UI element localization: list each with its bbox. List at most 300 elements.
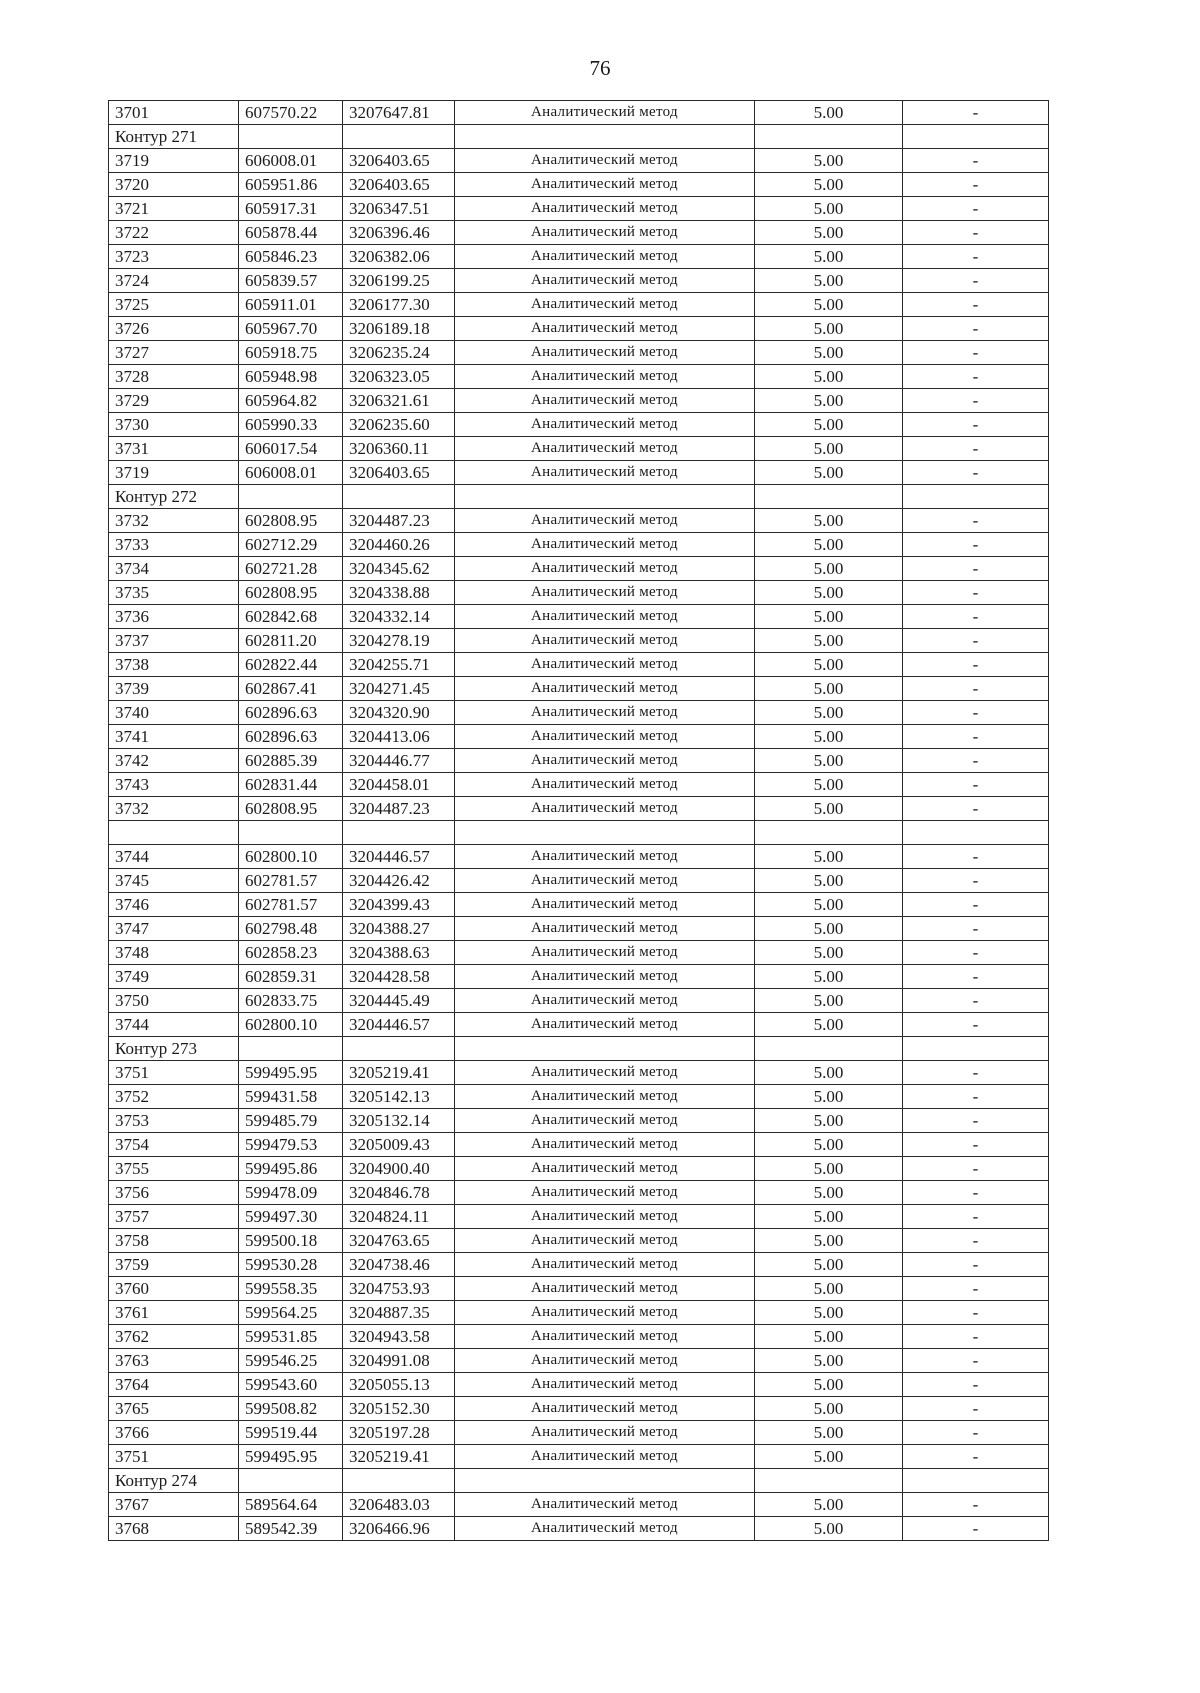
point-number-cell: 3761	[109, 1301, 239, 1325]
table-row	[109, 1397, 1049, 1421]
table-row	[109, 605, 1049, 629]
table-row	[109, 965, 1049, 989]
method-cell: Аналитический метод	[455, 1277, 755, 1301]
point-number-cell: 3732	[109, 797, 239, 821]
contour-header-row	[109, 1469, 1049, 1493]
table-row	[109, 989, 1049, 1013]
x-coordinate-cell: 605917.31	[239, 197, 343, 221]
method-cell: Аналитический метод	[455, 1301, 755, 1325]
method-cell: Аналитический метод	[455, 1157, 755, 1181]
note-cell: -	[903, 1013, 1049, 1037]
x-coordinate-cell: 599495.86	[239, 1157, 343, 1181]
point-number-cell: 3736	[109, 605, 239, 629]
note-cell: -	[903, 437, 1049, 461]
accuracy-cell: 5.00	[755, 965, 903, 989]
method-cell: Аналитический метод	[455, 701, 755, 725]
note-cell: -	[903, 413, 1049, 437]
x-coordinate-cell: 589542.39	[239, 1517, 343, 1541]
table-row	[109, 1445, 1049, 1469]
note-cell: -	[903, 845, 1049, 869]
x-coordinate-cell: 605839.57	[239, 269, 343, 293]
y-coordinate-cell: 3207647.81	[343, 101, 455, 125]
table-row	[109, 1421, 1049, 1445]
method-cell: Аналитический метод	[455, 197, 755, 221]
method-cell: Аналитический метод	[455, 1517, 755, 1541]
point-number-cell: 3756	[109, 1181, 239, 1205]
point-number-cell: 3737	[109, 629, 239, 653]
point-number-cell: 3738	[109, 653, 239, 677]
accuracy-cell: 5.00	[755, 389, 903, 413]
y-coordinate-cell: 3206396.46	[343, 221, 455, 245]
x-coordinate-cell: 599564.25	[239, 1301, 343, 1325]
table-row	[109, 1253, 1049, 1277]
note-cell: -	[903, 389, 1049, 413]
x-coordinate-cell: 602781.57	[239, 869, 343, 893]
note-cell: -	[903, 965, 1049, 989]
y-coordinate-cell: 3204426.42	[343, 869, 455, 893]
table-row	[109, 293, 1049, 317]
x-coordinate-cell: 605951.86	[239, 173, 343, 197]
point-number-cell: 3755	[109, 1157, 239, 1181]
y-coordinate-cell: 3205132.14	[343, 1109, 455, 1133]
method-cell: Аналитический метод	[455, 317, 755, 341]
accuracy-cell: 5.00	[755, 509, 903, 533]
accuracy-cell: 5.00	[755, 869, 903, 893]
method-cell: Аналитический метод	[455, 677, 755, 701]
note-cell: -	[903, 557, 1049, 581]
method-cell: Аналитический метод	[455, 149, 755, 173]
point-number-cell: 3723	[109, 245, 239, 269]
accuracy-cell: 5.00	[755, 557, 903, 581]
x-coordinate-cell: 605846.23	[239, 245, 343, 269]
accuracy-cell: 5.00	[755, 293, 903, 317]
y-coordinate-cell: 3204900.40	[343, 1157, 455, 1181]
method-cell: Аналитический метод	[455, 245, 755, 269]
method-cell: Аналитический метод	[455, 1325, 755, 1349]
table-row	[109, 893, 1049, 917]
point-number-cell: 3745	[109, 869, 239, 893]
empty-cell	[903, 485, 1049, 509]
point-number-cell: 3730	[109, 413, 239, 437]
note-cell: -	[903, 677, 1049, 701]
point-number-cell: 3753	[109, 1109, 239, 1133]
accuracy-cell: 5.00	[755, 221, 903, 245]
x-coordinate-cell: 599495.95	[239, 1445, 343, 1469]
note-cell: -	[903, 1085, 1049, 1109]
point-number-cell: 3742	[109, 749, 239, 773]
accuracy-cell: 5.00	[755, 1373, 903, 1397]
point-number-cell: 3744	[109, 845, 239, 869]
point-number-cell: 3759	[109, 1253, 239, 1277]
accuracy-cell: 5.00	[755, 1445, 903, 1469]
table-row	[109, 1493, 1049, 1517]
x-coordinate-cell: 599479.53	[239, 1133, 343, 1157]
method-cell: Аналитический метод	[455, 581, 755, 605]
y-coordinate-cell: 3204332.14	[343, 605, 455, 629]
y-coordinate-cell: 3206189.18	[343, 317, 455, 341]
point-number-cell: 3750	[109, 989, 239, 1013]
point-number-cell: 3749	[109, 965, 239, 989]
note-cell: -	[903, 917, 1049, 941]
y-coordinate-cell: 3204388.27	[343, 917, 455, 941]
y-coordinate-cell: 3206483.03	[343, 1493, 455, 1517]
method-cell: Аналитический метод	[455, 1373, 755, 1397]
note-cell: -	[903, 1109, 1049, 1133]
accuracy-cell: 5.00	[755, 1325, 903, 1349]
note-cell: -	[903, 149, 1049, 173]
point-number-cell: 3752	[109, 1085, 239, 1109]
point-number-cell: 3724	[109, 269, 239, 293]
page-number: 76	[589, 56, 611, 80]
x-coordinate-cell: 602822.44	[239, 653, 343, 677]
x-coordinate-cell: 599497.30	[239, 1205, 343, 1229]
x-coordinate-cell: 602798.48	[239, 917, 343, 941]
empty-cell	[343, 821, 455, 845]
note-cell: -	[903, 461, 1049, 485]
x-coordinate-cell: 605878.44	[239, 221, 343, 245]
y-coordinate-cell: 3205152.30	[343, 1397, 455, 1421]
coordinates-table	[108, 100, 1049, 1541]
y-coordinate-cell: 3204320.90	[343, 701, 455, 725]
x-coordinate-cell: 599531.85	[239, 1325, 343, 1349]
empty-cell	[109, 821, 239, 845]
table-row	[109, 1085, 1049, 1109]
y-coordinate-cell: 3206360.11	[343, 437, 455, 461]
note-cell: -	[903, 101, 1049, 125]
x-coordinate-cell: 602721.28	[239, 557, 343, 581]
point-number-cell: 3764	[109, 1373, 239, 1397]
y-coordinate-cell: 3204255.71	[343, 653, 455, 677]
method-cell: Аналитический метод	[455, 1349, 755, 1373]
y-coordinate-cell: 3206466.96	[343, 1517, 455, 1541]
note-cell: -	[903, 581, 1049, 605]
x-coordinate-cell: 602808.95	[239, 797, 343, 821]
x-coordinate-cell: 605911.01	[239, 293, 343, 317]
note-cell: -	[903, 1157, 1049, 1181]
empty-cell	[455, 1469, 755, 1493]
empty-cell	[903, 821, 1049, 845]
point-number-cell: 3744	[109, 1013, 239, 1037]
accuracy-cell: 5.00	[755, 845, 903, 869]
method-cell: Аналитический метод	[455, 725, 755, 749]
point-number-cell: 3726	[109, 317, 239, 341]
table-row	[109, 1517, 1049, 1541]
note-cell: -	[903, 773, 1049, 797]
accuracy-cell: 5.00	[755, 269, 903, 293]
x-coordinate-cell: 599558.35	[239, 1277, 343, 1301]
method-cell: Аналитический метод	[455, 1493, 755, 1517]
y-coordinate-cell: 3204763.65	[343, 1229, 455, 1253]
table-row	[109, 413, 1049, 437]
method-cell: Аналитический метод	[455, 629, 755, 653]
method-cell: Аналитический метод	[455, 341, 755, 365]
x-coordinate-cell: 605967.70	[239, 317, 343, 341]
method-cell: Аналитический метод	[455, 293, 755, 317]
method-cell: Аналитический метод	[455, 749, 755, 773]
accuracy-cell: 5.00	[755, 341, 903, 365]
method-cell: Аналитический метод	[455, 1205, 755, 1229]
note-cell: -	[903, 1421, 1049, 1445]
method-cell: Аналитический метод	[455, 605, 755, 629]
y-coordinate-cell: 3206235.24	[343, 341, 455, 365]
note-cell: -	[903, 1133, 1049, 1157]
note-cell: -	[903, 1253, 1049, 1277]
x-coordinate-cell: 602833.75	[239, 989, 343, 1013]
empty-cell	[755, 821, 903, 845]
note-cell: -	[903, 869, 1049, 893]
x-coordinate-cell: 599431.58	[239, 1085, 343, 1109]
method-cell: Аналитический метод	[455, 413, 755, 437]
y-coordinate-cell: 3204487.23	[343, 797, 455, 821]
accuracy-cell: 5.00	[755, 197, 903, 221]
note-cell: -	[903, 341, 1049, 365]
accuracy-cell: 5.00	[755, 1061, 903, 1085]
table-row	[109, 725, 1049, 749]
note-cell: -	[903, 893, 1049, 917]
method-cell: Аналитический метод	[455, 437, 755, 461]
y-coordinate-cell: 3204943.58	[343, 1325, 455, 1349]
x-coordinate-cell: 599546.25	[239, 1349, 343, 1373]
table-row	[109, 1205, 1049, 1229]
table-row	[109, 341, 1049, 365]
point-number-cell: 3768	[109, 1517, 239, 1541]
y-coordinate-cell: 3206403.65	[343, 461, 455, 485]
method-cell: Аналитический метод	[455, 269, 755, 293]
point-number-cell: 3746	[109, 893, 239, 917]
empty-cell	[239, 125, 343, 149]
empty-cell	[239, 1469, 343, 1493]
y-coordinate-cell: 3204487.23	[343, 509, 455, 533]
point-number-cell: 3741	[109, 725, 239, 749]
note-cell: -	[903, 245, 1049, 269]
table-row	[109, 1229, 1049, 1253]
y-coordinate-cell: 3206403.65	[343, 149, 455, 173]
x-coordinate-cell: 605990.33	[239, 413, 343, 437]
method-cell: Аналитический метод	[455, 1229, 755, 1253]
note-cell: -	[903, 365, 1049, 389]
method-cell: Аналитический метод	[455, 1253, 755, 1277]
table-row	[109, 197, 1049, 221]
y-coordinate-cell: 3204846.78	[343, 1181, 455, 1205]
table-row	[109, 1349, 1049, 1373]
y-coordinate-cell: 3204991.08	[343, 1349, 455, 1373]
method-cell: Аналитический метод	[455, 1421, 755, 1445]
table-row	[109, 1109, 1049, 1133]
accuracy-cell: 5.00	[755, 629, 903, 653]
method-cell: Аналитический метод	[455, 1085, 755, 1109]
contour-label: Контур 274	[109, 1469, 239, 1493]
method-cell: Аналитический метод	[455, 965, 755, 989]
y-coordinate-cell: 3205009.43	[343, 1133, 455, 1157]
point-number-cell: 3751	[109, 1445, 239, 1469]
point-number-cell: 3719	[109, 149, 239, 173]
x-coordinate-cell: 599530.28	[239, 1253, 343, 1277]
blank-row	[109, 821, 1049, 845]
table-row	[109, 653, 1049, 677]
table-row	[109, 557, 1049, 581]
table-row	[109, 1325, 1049, 1349]
method-cell: Аналитический метод	[455, 893, 755, 917]
x-coordinate-cell: 602811.20	[239, 629, 343, 653]
empty-cell	[239, 485, 343, 509]
empty-cell	[343, 1469, 455, 1493]
x-coordinate-cell: 602859.31	[239, 965, 343, 989]
y-coordinate-cell: 3204345.62	[343, 557, 455, 581]
accuracy-cell: 5.00	[755, 605, 903, 629]
table-row	[109, 509, 1049, 533]
empty-cell	[239, 1037, 343, 1061]
accuracy-cell: 5.00	[755, 1181, 903, 1205]
y-coordinate-cell: 3206321.61	[343, 389, 455, 413]
note-cell: -	[903, 941, 1049, 965]
x-coordinate-cell: 599508.82	[239, 1397, 343, 1421]
note-cell: -	[903, 701, 1049, 725]
y-coordinate-cell: 3204399.43	[343, 893, 455, 917]
table-row	[109, 917, 1049, 941]
point-number-cell: 3733	[109, 533, 239, 557]
coordinates-table-body	[109, 101, 1049, 1541]
note-cell: -	[903, 269, 1049, 293]
point-number-cell: 3722	[109, 221, 239, 245]
table-row	[109, 1373, 1049, 1397]
empty-cell	[755, 485, 903, 509]
note-cell: -	[903, 1493, 1049, 1517]
table-row	[109, 701, 1049, 725]
table-row	[109, 1013, 1049, 1037]
table-row	[109, 317, 1049, 341]
table-row	[109, 941, 1049, 965]
y-coordinate-cell: 3206323.05	[343, 365, 455, 389]
accuracy-cell: 5.00	[755, 1085, 903, 1109]
accuracy-cell: 5.00	[755, 989, 903, 1013]
empty-cell	[903, 1469, 1049, 1493]
y-coordinate-cell: 3204458.01	[343, 773, 455, 797]
accuracy-cell: 5.00	[755, 581, 903, 605]
contour-header-row	[109, 1037, 1049, 1061]
method-cell: Аналитический метод	[455, 653, 755, 677]
contour-label: Контур 271	[109, 125, 239, 149]
table-row	[109, 1277, 1049, 1301]
point-number-cell: 3731	[109, 437, 239, 461]
method-cell: Аналитический метод	[455, 1061, 755, 1085]
y-coordinate-cell: 3204428.58	[343, 965, 455, 989]
note-cell: -	[903, 605, 1049, 629]
table-row	[109, 365, 1049, 389]
accuracy-cell: 5.00	[755, 245, 903, 269]
x-coordinate-cell: 599485.79	[239, 1109, 343, 1133]
x-coordinate-cell: 602896.63	[239, 701, 343, 725]
accuracy-cell: 5.00	[755, 533, 903, 557]
y-coordinate-cell: 3204446.57	[343, 1013, 455, 1037]
accuracy-cell: 5.00	[755, 1397, 903, 1421]
point-number-cell: 3757	[109, 1205, 239, 1229]
point-number-cell: 3763	[109, 1349, 239, 1373]
note-cell: -	[903, 533, 1049, 557]
accuracy-cell: 5.00	[755, 1157, 903, 1181]
empty-cell	[343, 1037, 455, 1061]
accuracy-cell: 5.00	[755, 1253, 903, 1277]
y-coordinate-cell: 3204446.77	[343, 749, 455, 773]
point-number-cell: 3748	[109, 941, 239, 965]
point-number-cell: 3747	[109, 917, 239, 941]
x-coordinate-cell: 599519.44	[239, 1421, 343, 1445]
x-coordinate-cell: 606008.01	[239, 149, 343, 173]
x-coordinate-cell: 589564.64	[239, 1493, 343, 1517]
note-cell: -	[903, 749, 1049, 773]
table-row	[109, 101, 1049, 125]
table-row	[109, 221, 1049, 245]
point-number-cell: 3720	[109, 173, 239, 197]
method-cell: Аналитический метод	[455, 461, 755, 485]
note-cell: -	[903, 1229, 1049, 1253]
method-cell: Аналитический метод	[455, 1109, 755, 1133]
note-cell: -	[903, 1181, 1049, 1205]
y-coordinate-cell: 3204413.06	[343, 725, 455, 749]
empty-cell	[903, 125, 1049, 149]
method-cell: Аналитический метод	[455, 941, 755, 965]
note-cell: -	[903, 1397, 1049, 1421]
method-cell: Аналитический метод	[455, 221, 755, 245]
empty-cell	[755, 1037, 903, 1061]
accuracy-cell: 5.00	[755, 1133, 903, 1157]
note-cell: -	[903, 1445, 1049, 1469]
point-number-cell: 3754	[109, 1133, 239, 1157]
x-coordinate-cell: 599495.95	[239, 1061, 343, 1085]
method-cell: Аналитический метод	[455, 1013, 755, 1037]
contour-label: Контур 273	[109, 1037, 239, 1061]
method-cell: Аналитический метод	[455, 917, 755, 941]
method-cell: Аналитический метод	[455, 869, 755, 893]
point-number-cell: 3732	[109, 509, 239, 533]
method-cell: Аналитический метод	[455, 365, 755, 389]
y-coordinate-cell: 3204887.35	[343, 1301, 455, 1325]
y-coordinate-cell: 3204278.19	[343, 629, 455, 653]
point-number-cell: 3758	[109, 1229, 239, 1253]
accuracy-cell: 5.00	[755, 1517, 903, 1541]
table-row	[109, 1181, 1049, 1205]
method-cell: Аналитический метод	[455, 989, 755, 1013]
point-number-cell: 3701	[109, 101, 239, 125]
accuracy-cell: 5.00	[755, 1229, 903, 1253]
note-cell: -	[903, 197, 1049, 221]
point-number-cell: 3727	[109, 341, 239, 365]
accuracy-cell: 5.00	[755, 365, 903, 389]
accuracy-cell: 5.00	[755, 1205, 903, 1229]
x-coordinate-cell: 602712.29	[239, 533, 343, 557]
point-number-cell: 3729	[109, 389, 239, 413]
method-cell: Аналитический метод	[455, 797, 755, 821]
x-coordinate-cell: 606017.54	[239, 437, 343, 461]
accuracy-cell: 5.00	[755, 1109, 903, 1133]
accuracy-cell: 5.00	[755, 773, 903, 797]
method-cell: Аналитический метод	[455, 845, 755, 869]
table-row	[109, 749, 1049, 773]
contour-header-row	[109, 485, 1049, 509]
accuracy-cell: 5.00	[755, 1277, 903, 1301]
table-row	[109, 437, 1049, 461]
table-row	[109, 245, 1049, 269]
method-cell: Аналитический метод	[455, 509, 755, 533]
table-row	[109, 173, 1049, 197]
accuracy-cell: 5.00	[755, 797, 903, 821]
empty-cell	[755, 125, 903, 149]
table-row	[109, 533, 1049, 557]
note-cell: -	[903, 1061, 1049, 1085]
x-coordinate-cell: 605948.98	[239, 365, 343, 389]
note-cell: -	[903, 1349, 1049, 1373]
point-number-cell: 3725	[109, 293, 239, 317]
note-cell: -	[903, 1373, 1049, 1397]
